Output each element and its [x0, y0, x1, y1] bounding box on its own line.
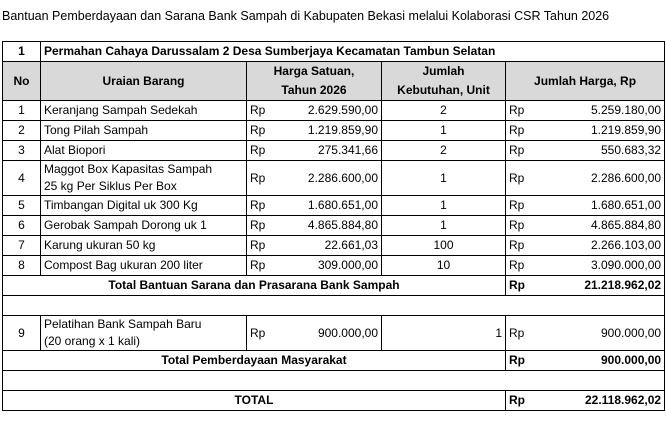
- subtotal-pemberdayaan-row: Total Pemberdayaan Masyarakat Rp 900.000,00: [3, 351, 665, 371]
- uraian-line: Pelatihan Bank Sampah Baru: [44, 317, 202, 331]
- table-row: 3 Alat Biopori Rp 275.341,66 2 Rp 550.683,32: [3, 141, 665, 161]
- table-row: 4 Maggot Box Kapasitas Sampah 25 kg Per Siklus Per Box Rp 2.286.600,00 1 Rp 2.286.600,00: [3, 161, 665, 196]
- spacer-row: [3, 296, 665, 316]
- table-row: 8 Compost Bag ukuran 200 liter Rp 309.000,00 10 Rp 3.090.000,00: [3, 256, 665, 276]
- grand-total-value: 22.118.962,02: [546, 391, 665, 411]
- spacer-row: [3, 371, 665, 391]
- sheet-title: Bantuan Pemberdayaan dan Sarana Bank Sampah di Kabupaten Bekasi melalui Kolaborasi CSR Tahun 2026: [2, 9, 610, 23]
- subtotal-sarana-label: Total Bantuan Sarana dan Prasarana Bank Sampah: [3, 276, 506, 296]
- section-label: Permahan Cahaya Darussalam 2 Desa Sumberjaya Kecamatan Tambun Selatan: [41, 42, 665, 62]
- table-row: 1 Keranjang Sampah Sedekah Rp 2.629.590,00 2 Rp 5.259.180,00: [3, 101, 665, 121]
- header-harga-satuan-line2: Tahun 2026: [247, 81, 382, 101]
- section-row: [3, 42, 665, 62]
- subtotal-sarana-row: Total Bantuan Sarana dan Prasarana Bank Sampah Rp 21.218.962,02: [3, 276, 665, 296]
- subtotal-pemberdayaan-label: Total Pemberdayaan Masyarakat: [3, 351, 506, 371]
- uraian-line: (20 orang x 1 kali): [44, 334, 141, 348]
- header-uraian: Uraian Barang: [41, 62, 247, 101]
- subtotal-sarana-value: 21.218.962,02: [546, 276, 665, 296]
- header-jumlah-line2: Kebutuhan, Unit: [382, 81, 506, 101]
- table-row: 5 Timbangan Digital uk 300 Kg Rp 1.680.651,00 1 Rp 1.680.651,00: [3, 196, 665, 216]
- table-row: 6 Gerobak Sampah Dorong uk 1 Rp 4.865.884,80 1 Rp 4.865.884,80: [3, 216, 665, 236]
- uraian-line: Maggot Box Kapasitas Sampah: [44, 162, 213, 176]
- uraian-line: 25 kg Per Siklus Per Box: [44, 179, 177, 193]
- section-number: 1: [3, 42, 41, 62]
- header-jumlah-harga: Jumlah Harga, Rp: [506, 62, 665, 101]
- table-row: 2 Tong Pilah Sampah Rp 1.219.859,90 1 Rp 1.219.859,90: [3, 121, 665, 141]
- grand-total-label: TOTAL: [3, 391, 506, 411]
- grand-total-row: TOTAL Rp 22.118.962,02: [3, 391, 665, 411]
- header-row-1: [3, 62, 665, 82]
- table-row: 7 Karung ukuran 50 kg Rp 22.661,03 100 Rp 2.266.103,00: [3, 236, 665, 256]
- training-row: 9 Pelatihan Bank Sampah Baru (20 orang x 1 kali) Rp 900.000,00 1 Rp 900.000,00: [3, 316, 665, 351]
- header-jumlah-line1: Jumlah: [382, 62, 506, 82]
- header-harga-satuan-line1: Harga Satuan,: [247, 62, 382, 82]
- header-no: No: [3, 62, 41, 101]
- subtotal-pemberdayaan-value: 900.000,00: [546, 351, 665, 371]
- budget-table: [2, 41, 665, 411]
